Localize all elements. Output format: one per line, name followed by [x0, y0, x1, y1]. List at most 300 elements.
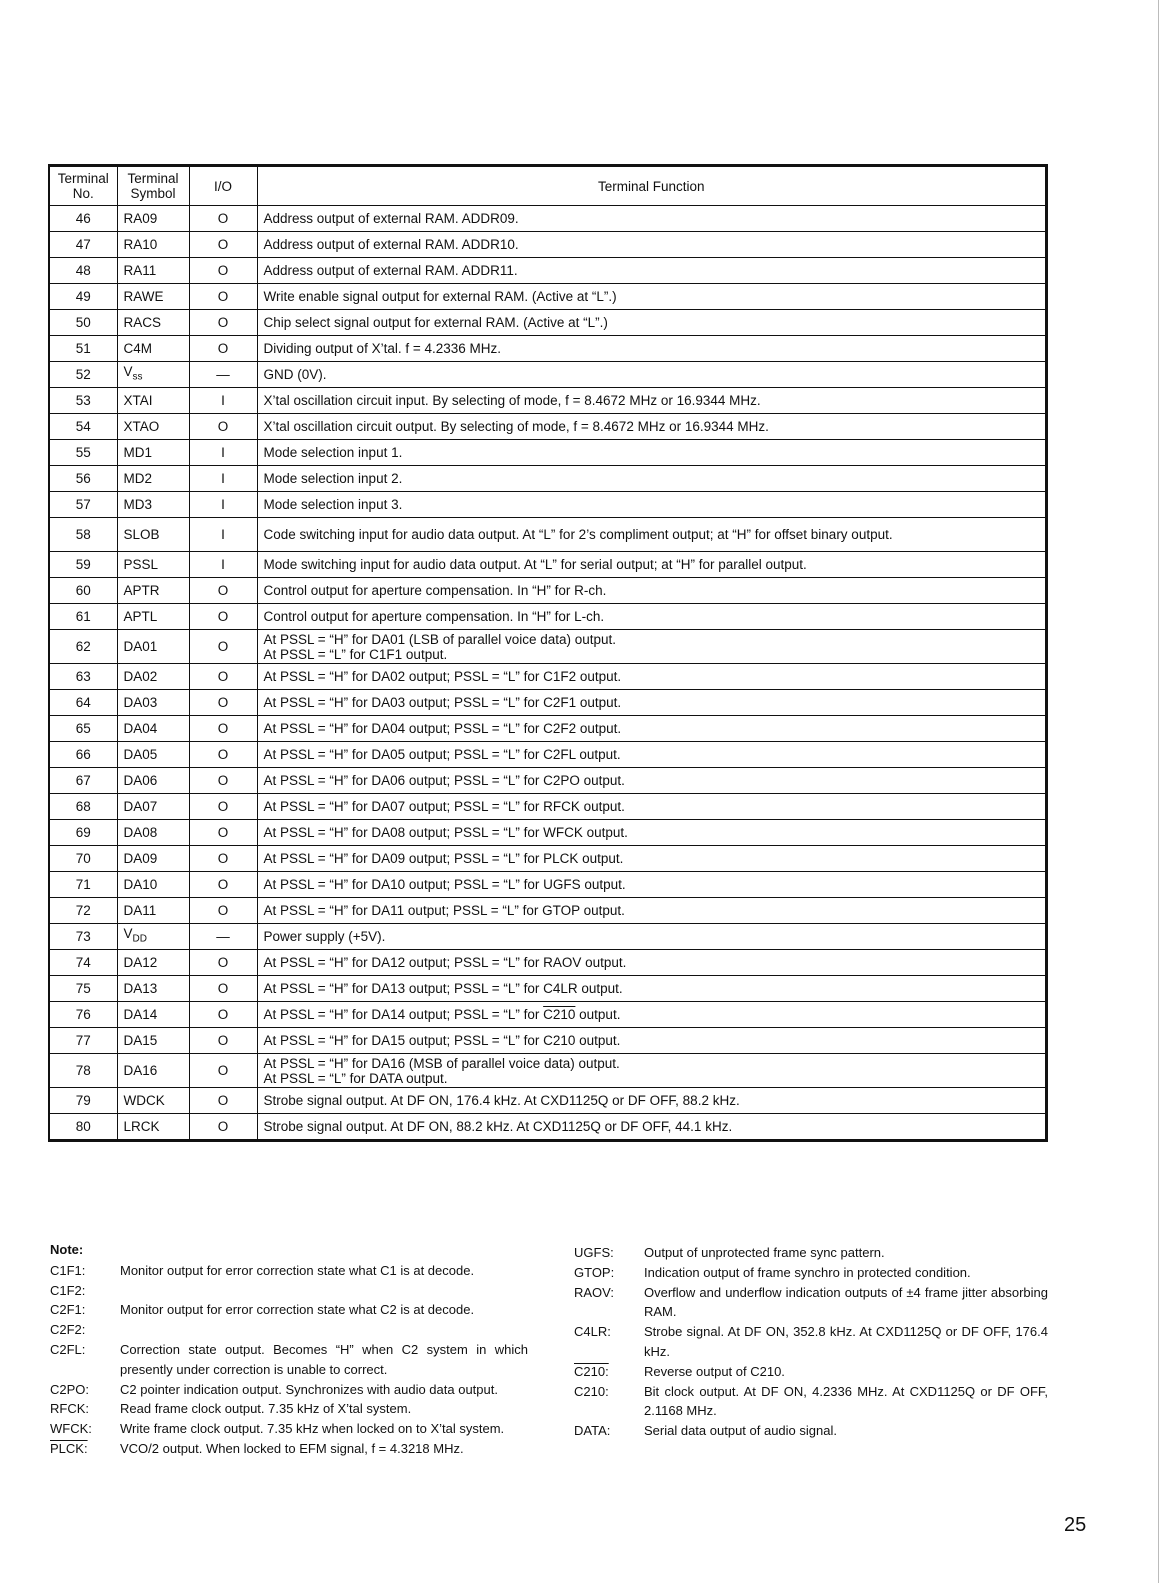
terminal-function-cell — [257, 898, 1047, 924]
function-text: At PSSL = “H” for DA12 output; PSSL = “L” for RAOV output. — [263, 955, 627, 970]
note-text: Read frame clock output. 7.35 kHz of X’tal system. — [120, 1401, 412, 1417]
terminal-no-cell: 59 — [49, 552, 117, 578]
io-cell: I — [189, 440, 257, 466]
function-line — [264, 367, 1040, 382]
terminal-symbol-text: PSSL — [123, 557, 159, 572]
note-key-text: PLCK: — [50, 1440, 88, 1456]
table-row — [49, 1002, 1047, 1028]
io-cell: — — [189, 362, 257, 388]
terminal-symbol-cell — [117, 742, 189, 768]
function-text: Mode selection input 2. — [263, 471, 403, 486]
function-line — [264, 747, 1040, 762]
io-cell: O — [189, 206, 257, 232]
terminal-no-cell: 46 — [49, 206, 117, 232]
terminal-symbol-text: DA02 — [123, 669, 158, 684]
function-text: X’tal oscillation circuit input. By selecting of mode, f = 8.4672 MHz or 16.9344 MHz. — [263, 393, 761, 408]
terminal-symbol-cell — [117, 440, 189, 466]
function-text: Write enable signal output for external RAM. (Active at “L”.) — [263, 289, 617, 304]
table-row — [49, 630, 1047, 664]
terminal-symbol-text: DA13 — [123, 981, 158, 996]
table-row — [49, 388, 1047, 414]
table-row — [49, 232, 1047, 258]
table-row — [49, 284, 1047, 310]
note-item — [574, 1243, 1048, 1263]
io-cell: O — [189, 872, 257, 898]
terminal-function-cell — [257, 552, 1047, 578]
io-cell: O — [189, 1002, 257, 1028]
note-item — [50, 1340, 528, 1380]
terminal-no-cell: 75 — [49, 976, 117, 1002]
io-cell: O — [189, 336, 257, 362]
io-cell: O — [189, 232, 257, 258]
note-key-text: GTOP: — [574, 1264, 615, 1280]
io-cell: O — [189, 284, 257, 310]
notes-title: Note: — [50, 1242, 84, 1257]
terminal-symbol-cell — [117, 1002, 189, 1028]
terminal-symbol-text: DA06 — [123, 773, 158, 788]
note-key — [574, 1263, 644, 1283]
function-text: Strobe signal output. At DF ON, 88.2 kHz. At CXD1125Q or DF OFF, 44.1 kHz. — [263, 1119, 733, 1134]
function-text: Mode switching input for audio data output. At “L” for serial output; at “H” for parallel output. — [263, 557, 807, 572]
note-item — [574, 1421, 1048, 1441]
terminal-symbol-cell — [117, 492, 189, 518]
header-terminal-symbol-line2: Symbol — [130, 186, 176, 201]
function-text: Address output of external RAM. ADDR10. — [263, 237, 519, 252]
io-cell: O — [189, 630, 257, 664]
note-key — [50, 1261, 120, 1301]
page-number: 25 — [1064, 1514, 1087, 1536]
terminal-symbol-text: DA03 — [123, 695, 158, 710]
notes-left-column — [50, 1240, 528, 1459]
function-text: At PSSL = “H” for DA02 output; PSSL = “L” for C1F2 output. — [263, 669, 622, 684]
function-text-tail: output. — [575, 1007, 621, 1022]
terminal-symbol-cell — [117, 846, 189, 872]
function-line — [264, 211, 1040, 226]
terminal-function-cell — [257, 466, 1047, 492]
function-line — [264, 669, 1040, 684]
function-line — [264, 877, 1040, 892]
io-cell: O — [189, 950, 257, 976]
note-item — [574, 1283, 1048, 1323]
function-text: At PSSL = “H” for DA03 output; PSSL = “L” for C2F1 output. — [263, 695, 622, 710]
terminal-symbol-cell — [117, 950, 189, 976]
terminal-function-cell — [257, 846, 1047, 872]
terminal-function-cell — [257, 1002, 1047, 1028]
terminal-no-cell: 61 — [49, 604, 117, 630]
function-text: At PSSL = “H” for DA09 output; PSSL = “L” for PLCK output. — [263, 851, 624, 866]
table-row — [49, 716, 1047, 742]
note-key — [574, 1283, 644, 1323]
io-cell: O — [189, 1114, 257, 1141]
terminal-symbol-cell — [117, 976, 189, 1002]
io-cell: O — [189, 664, 257, 690]
header-terminal-no — [49, 166, 117, 206]
notes-left-list — [50, 1261, 528, 1459]
terminal-function-cell — [257, 414, 1047, 440]
table-row — [49, 258, 1047, 284]
terminal-no-cell: 70 — [49, 846, 117, 872]
io-cell: O — [189, 578, 257, 604]
table-row — [49, 1088, 1047, 1114]
function-line — [264, 632, 1040, 647]
terminal-symbol-text: DA08 — [123, 825, 158, 840]
function-line — [264, 1056, 1040, 1071]
function-text: At PSSL = “H” for DA06 output; PSSL = “L” for C2PO output. — [263, 773, 625, 788]
io-cell: O — [189, 310, 257, 336]
terminal-no-cell: 53 — [49, 388, 117, 414]
terminal-symbol-text: DA10 — [123, 877, 158, 892]
terminal-no-cell: 76 — [49, 1002, 117, 1028]
table-row — [49, 690, 1047, 716]
io-cell: O — [189, 716, 257, 742]
table-row — [49, 310, 1047, 336]
terminal-function-cell — [257, 630, 1047, 664]
terminal-symbol-text: C4M — [123, 341, 153, 356]
terminal-no-cell: 49 — [49, 284, 117, 310]
note-key — [574, 1243, 644, 1263]
terminal-function-cell — [257, 604, 1047, 630]
function-line — [264, 527, 1040, 542]
terminal-symbol-text: WDCK — [123, 1093, 165, 1108]
function-line — [264, 471, 1040, 486]
terminal-function-cell — [257, 440, 1047, 466]
function-text: At PSSL = “H” for DA16 (MSB of parallel voice data) output. — [263, 1055, 620, 1071]
terminal-symbol-cell — [117, 336, 189, 362]
function-text: At PSSL = “H” for DA10 output; PSSL = “L” for UGFS output. — [263, 877, 626, 892]
function-line — [264, 315, 1040, 330]
function-line — [264, 1033, 1040, 1048]
io-cell: I — [189, 388, 257, 414]
function-text: At PSSL = “H” for DA01 (LSB of parallel voice data) output. — [263, 631, 617, 647]
function-line — [264, 981, 1040, 996]
terminal-symbol-cell — [117, 768, 189, 794]
note-key-text: WFCK: — [50, 1421, 92, 1437]
terminal-function-cell — [257, 1114, 1047, 1141]
io-cell: O — [189, 690, 257, 716]
io-cell: O — [189, 414, 257, 440]
terminal-function-cell — [257, 1088, 1047, 1114]
note-key-line: C1F1: — [50, 1262, 86, 1278]
function-line — [264, 263, 1040, 278]
note-key-text: RAOV: — [574, 1284, 614, 1300]
function-line — [264, 903, 1040, 918]
terminal-no-cell: 71 — [49, 872, 117, 898]
notes-right-column — [574, 1243, 1048, 1441]
terminal-symbol-text: APTR — [123, 583, 160, 598]
io-cell: — — [189, 924, 257, 950]
io-cell: O — [189, 846, 257, 872]
function-line — [264, 609, 1040, 624]
function-line — [264, 445, 1040, 460]
terminal-no-cell: 67 — [49, 768, 117, 794]
terminal-function-cell — [257, 258, 1047, 284]
terminal-no-cell: 60 — [49, 578, 117, 604]
terminal-no-cell: 68 — [49, 794, 117, 820]
terminal-symbol-cell — [117, 716, 189, 742]
io-cell: O — [189, 976, 257, 1002]
function-line — [264, 1093, 1040, 1108]
terminal-no-cell: 65 — [49, 716, 117, 742]
note-key-text: C4LR: — [574, 1324, 611, 1340]
terminal-symbol-cell — [117, 1088, 189, 1114]
function-line — [264, 237, 1040, 252]
terminal-no-cell: 72 — [49, 898, 117, 924]
terminal-no-cell: 50 — [49, 310, 117, 336]
terminal-function-cell — [257, 232, 1047, 258]
terminal-no-cell: 64 — [49, 690, 117, 716]
note-key-text: C2PO: — [50, 1381, 90, 1397]
function-overlined-signal: C210 — [543, 1007, 576, 1022]
terminal-function-cell — [257, 1054, 1047, 1088]
note-key-text: RFCK: — [50, 1401, 89, 1417]
terminal-symbol-cell — [117, 466, 189, 492]
terminal-no-cell: 74 — [49, 950, 117, 976]
note-key-text: UGFS: — [574, 1245, 614, 1260]
table-row — [49, 872, 1047, 898]
terminal-no-cell: 56 — [49, 466, 117, 492]
terminal-symbol-cell — [117, 206, 189, 232]
terminal-symbol-cell — [117, 518, 189, 552]
table-row — [49, 742, 1047, 768]
note-key-text: C210: — [574, 1363, 609, 1379]
note-key-text: DATA: — [574, 1423, 611, 1439]
function-text: Address output of external RAM. ADDR11. — [263, 263, 518, 278]
note-text: VCO/2 output. When locked to EFM signal, f = 4.3218 MHz. — [120, 1440, 464, 1456]
terminal-symbol-cell — [117, 1028, 189, 1054]
note-key — [50, 1419, 120, 1439]
terminal-function-cell — [257, 284, 1047, 310]
terminal-symbol-cell — [117, 414, 189, 440]
io-cell: O — [189, 1088, 257, 1114]
table-row — [49, 440, 1047, 466]
terminal-symbol-text: DA07 — [123, 799, 158, 814]
terminal-no-cell: 80 — [49, 1114, 117, 1141]
terminal-symbol-cell — [117, 664, 189, 690]
terminal-symbol-text: V — [123, 926, 133, 942]
terminal-function-cell — [257, 206, 1047, 232]
function-text: Dividing output of X’tal. f = 4.2336 MHz. — [263, 341, 502, 356]
terminal-function-cell — [257, 820, 1047, 846]
table-row — [49, 768, 1047, 794]
note-key — [50, 1340, 120, 1380]
terminal-symbol-cell — [117, 310, 189, 336]
note-text: Output of unprotected frame sync pattern. — [644, 1245, 885, 1260]
note-key-line: C2F1: — [50, 1302, 86, 1318]
table-row — [49, 1114, 1047, 1141]
function-line — [264, 289, 1040, 304]
function-text: Code switching input for audio data output. At “L” for 2’s compliment output; at “H” for offset binary output. — [263, 527, 893, 542]
note-text: Correction state output. Becomes “H” when C2 system in which presently under correction is unable to correct. — [120, 1341, 528, 1377]
function-line — [264, 341, 1040, 356]
terminal-symbol-cell — [117, 552, 189, 578]
function-text: Power supply (+5V). — [263, 929, 386, 944]
function-text: Address output of external RAM. ADDR09. — [263, 211, 519, 226]
terminal-symbol-subscript: DD — [132, 933, 147, 945]
terminal-symbol-cell — [117, 578, 189, 604]
io-cell: I — [189, 466, 257, 492]
table-row — [49, 362, 1047, 388]
function-text: At PSSL = “H” for DA04 output; PSSL = “L” for C2F2 output. — [263, 721, 622, 736]
terminal-function-cell — [257, 362, 1047, 388]
terminal-no-cell: 73 — [49, 924, 117, 950]
terminal-symbol-cell — [117, 258, 189, 284]
function-text: Control output for aperture compensation. In “H” for L-ch. — [263, 609, 605, 624]
table-row — [49, 898, 1047, 924]
function-line — [264, 695, 1040, 710]
terminal-symbol-text: DA16 — [123, 1063, 158, 1078]
note-item — [50, 1399, 528, 1419]
function-text: X’tal oscillation circuit output. By selecting of mode, f = 8.4672 MHz or 16.9344 MHz. — [263, 419, 769, 434]
table-row — [49, 976, 1047, 1002]
function-line — [264, 1007, 1040, 1022]
table-row — [49, 518, 1047, 552]
function-line — [264, 583, 1040, 598]
note-key — [50, 1399, 120, 1419]
io-cell: O — [189, 1054, 257, 1088]
terminal-symbol-text: DA01 — [123, 639, 158, 654]
terminal-symbol-text: SLOB — [123, 527, 160, 542]
table-row — [49, 414, 1047, 440]
terminal-symbol-text: MD3 — [123, 497, 153, 512]
io-cell: O — [189, 768, 257, 794]
terminal-symbol-text: DA15 — [123, 1033, 158, 1048]
terminal-no-cell: 69 — [49, 820, 117, 846]
function-text: At PSSL = “H” for DA13 output; PSSL = “L” for C4LR output. — [263, 981, 623, 996]
function-line — [264, 929, 1040, 944]
function-text: At PSSL = “H” for DA07 output; PSSL = “L” for RFCK output. — [263, 799, 625, 814]
terminal-symbol-cell — [117, 898, 189, 924]
terminal-function-cell — [257, 664, 1047, 690]
terminal-no-cell: 48 — [49, 258, 117, 284]
terminal-no-cell: 52 — [49, 362, 117, 388]
note-item — [574, 1322, 1048, 1362]
table-row — [49, 950, 1047, 976]
function-text: Control output for aperture compensation. In “H” for R-ch. — [263, 583, 607, 598]
header-terminal-no-line1: Terminal — [57, 171, 109, 186]
table-row — [49, 578, 1047, 604]
function-text: Mode selection input 1. — [263, 445, 403, 460]
function-text: Mode selection input 3. — [263, 497, 403, 512]
terminal-symbol-cell — [117, 284, 189, 310]
notes-right-list — [574, 1243, 1048, 1441]
io-cell: O — [189, 794, 257, 820]
terminal-symbol-text: DA11 — [123, 903, 157, 918]
function-text: At PSSL = “H” for DA08 output; PSSL = “L” for WFCK output. — [263, 825, 628, 840]
terminal-symbol-cell — [117, 630, 189, 664]
note-text: Bit clock output. At DF ON, 4.2336 MHz. At CXD1125Q or DF OFF, 2.1168 MHz. — [644, 1383, 1048, 1419]
io-cell: O — [189, 898, 257, 924]
terminal-function-cell — [257, 336, 1047, 362]
table-row — [49, 466, 1047, 492]
terminal-function-table — [48, 164, 1048, 1142]
terminal-symbol-cell — [117, 1114, 189, 1141]
table-row — [49, 820, 1047, 846]
function-line — [264, 721, 1040, 736]
note-item — [50, 1300, 528, 1340]
terminal-no-cell: 77 — [49, 1028, 117, 1054]
note-text: Serial data output of audio signal. — [644, 1423, 837, 1439]
io-cell: O — [189, 604, 257, 630]
table-row — [49, 664, 1047, 690]
terminal-no-cell: 63 — [49, 664, 117, 690]
terminal-function-cell — [257, 388, 1047, 414]
terminal-function-cell — [257, 872, 1047, 898]
function-line — [264, 799, 1040, 814]
note-item — [574, 1362, 1048, 1382]
note-key — [50, 1439, 120, 1459]
table-row — [49, 604, 1047, 630]
note-text: Reverse output of C210. — [644, 1363, 785, 1379]
header-io: I/O — [189, 166, 257, 206]
note-text: Strobe signal. At DF ON, 352.8 kHz. At CXD1125Q or DF OFF, 176.4 kHz. — [644, 1324, 1048, 1359]
table-row — [49, 1028, 1047, 1054]
terminal-symbol-text: RA09 — [123, 211, 158, 226]
note-item — [50, 1419, 528, 1439]
io-cell: O — [189, 820, 257, 846]
table-row — [49, 336, 1047, 362]
note-text: Write frame clock output. 7.35 kHz when locked on to X’tal system. — [120, 1421, 505, 1437]
function-text: Chip select signal output for external RAM. (Active at “L”.) — [263, 315, 608, 330]
function-line-2: At PSSL = “L” for DATA output. — [263, 1070, 448, 1086]
terminal-function-cell — [257, 924, 1047, 950]
io-cell: I — [189, 552, 257, 578]
terminal-symbol-text: XTAI — [123, 393, 153, 408]
function-line-2: At PSSL = “L” for C1F1 output. — [263, 646, 448, 662]
terminal-function-cell — [257, 578, 1047, 604]
header-terminal-symbol-line1: Terminal — [127, 171, 179, 186]
function-text: At PSSL = “H” for DA11 output; PSSL = “L” for GTOP output. — [263, 903, 625, 918]
terminal-symbol-subscript: ss — [132, 371, 143, 383]
terminal-symbol-cell — [117, 924, 189, 950]
terminal-symbol-text: RACS — [123, 315, 162, 330]
function-line — [264, 825, 1040, 840]
page-edge-rule — [1158, 0, 1159, 1583]
note-item — [50, 1261, 528, 1301]
function-line — [264, 955, 1040, 970]
terminal-function-cell — [257, 518, 1047, 552]
terminal-function-cell — [257, 950, 1047, 976]
note-key-text: C210: — [574, 1383, 609, 1399]
terminal-symbol-text: APTL — [123, 609, 158, 624]
function-line — [264, 497, 1040, 512]
terminal-symbol-text: MD2 — [123, 471, 153, 486]
table-row — [49, 492, 1047, 518]
function-line — [264, 851, 1040, 866]
terminal-symbol-text: DA05 — [123, 747, 158, 762]
terminal-no-cell: 78 — [49, 1054, 117, 1088]
note-key-line: C1F2: — [50, 1282, 86, 1298]
table-row — [49, 846, 1047, 872]
terminal-symbol-cell — [117, 604, 189, 630]
terminal-symbol-text: LRCK — [123, 1119, 160, 1134]
note-text: Indication output of frame synchro in protected condition. — [644, 1264, 971, 1280]
terminal-symbol-text: RA10 — [123, 237, 158, 252]
io-cell: O — [189, 742, 257, 768]
terminal-symbol-text: DA12 — [123, 955, 158, 970]
terminal-symbol-text: RAWE — [123, 289, 164, 304]
terminal-symbol-cell — [117, 872, 189, 898]
terminal-no-cell: 57 — [49, 492, 117, 518]
function-text: Strobe signal output. At DF ON, 176.4 kHz. At CXD1125Q or DF OFF, 88.2 kHz. — [263, 1093, 740, 1108]
header-terminal-symbol — [117, 166, 189, 206]
note-key — [50, 1380, 120, 1400]
terminal-symbol-text: DA14 — [123, 1007, 158, 1022]
function-line — [264, 1119, 1040, 1134]
header-terminal-function: Terminal Function — [257, 166, 1047, 206]
io-cell: O — [189, 258, 257, 284]
terminal-symbol-cell — [117, 820, 189, 846]
terminal-function-cell — [257, 976, 1047, 1002]
